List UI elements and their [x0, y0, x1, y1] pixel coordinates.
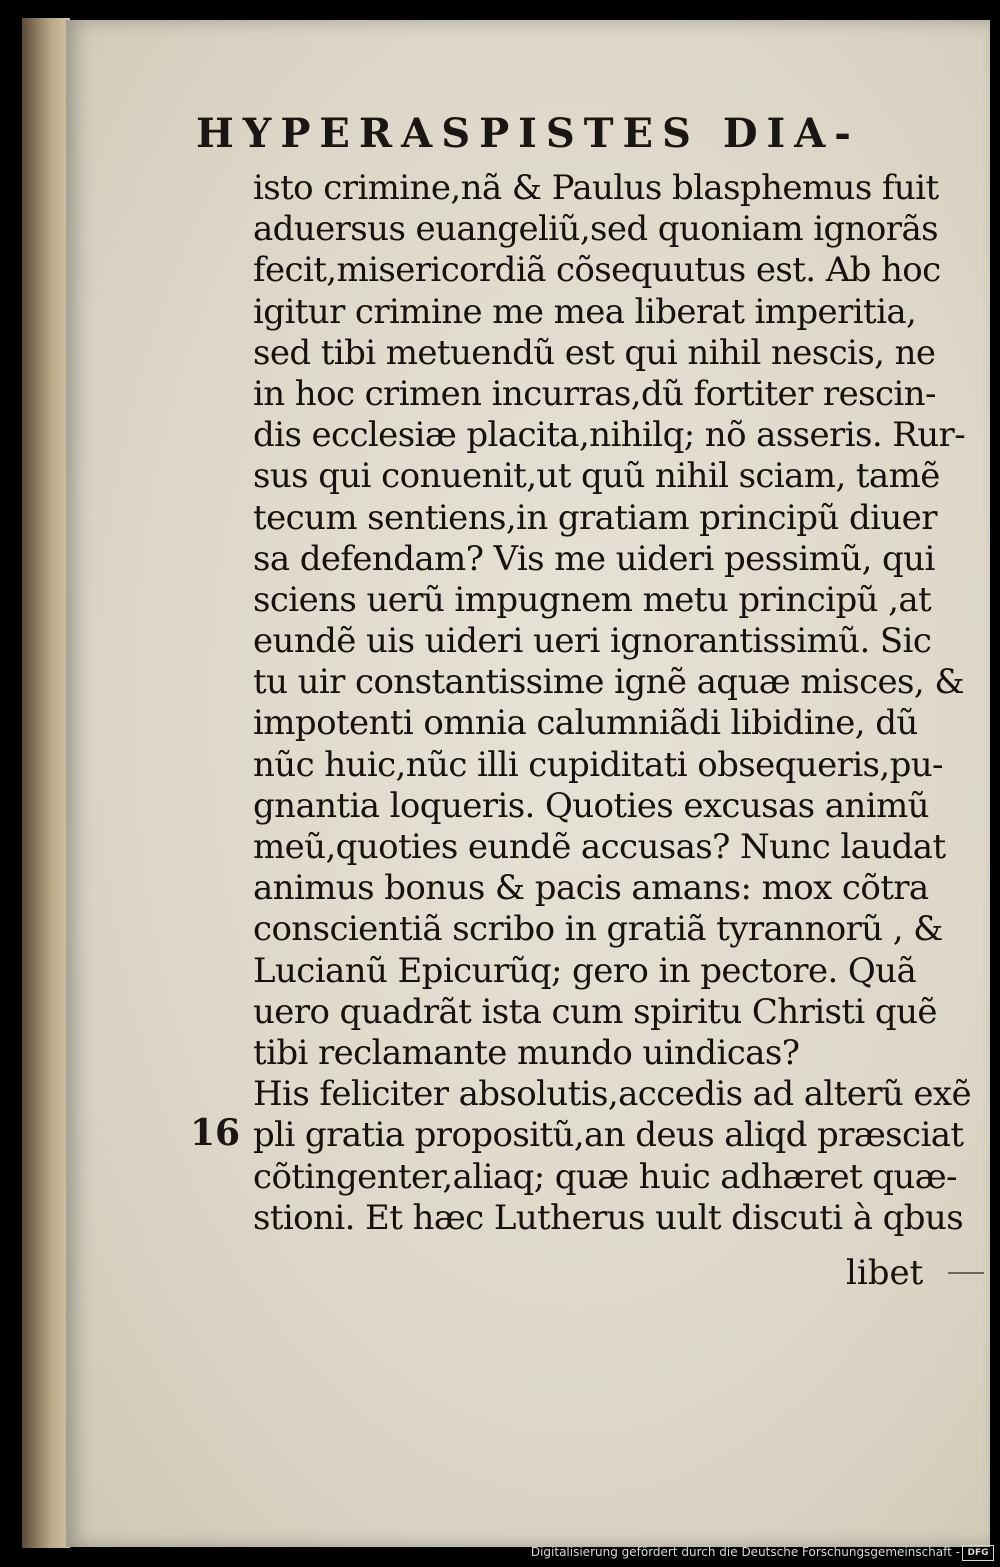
book-edge	[22, 18, 70, 1548]
margin-number: 16	[190, 1112, 241, 1154]
text-line: aduersus euangeliũ,sed quoniam ignorãs	[253, 209, 938, 250]
digitization-credit: Digitalisierung gefördert durch die Deutsche Forschungsgemeinschaft -	[530, 1545, 960, 1559]
text-line: sciens uerũ impugnem metu principũ ,at	[253, 579, 932, 620]
text-line: meũ,quoties eundẽ accusas? Nunc laudat	[253, 827, 946, 867]
text-line: impotenti omnia calumniãdi libidine, dũ	[253, 703, 918, 744]
text-line: sed tibi metuendũ est qui nihil nescis, ne	[253, 332, 936, 373]
text-line: tibi reclamante mundo uindicas?	[253, 1032, 800, 1073]
text-block	[253, 168, 972, 1239]
text-line: tu uir constantissime ignẽ aquæ misces, &	[253, 662, 964, 703]
text-line: pli gratia propositũ,an deus aliqd præsciat	[253, 1115, 964, 1156]
text-line: animus bonus & pacis amans: mox cõtra	[253, 868, 929, 909]
dfg-logo: DFG	[962, 1545, 994, 1561]
text-line: tecum sentiens,in gratiam principũ diuer	[253, 497, 937, 538]
text-line: fecit,misericordiã cõsequutus est. Ab hoc	[253, 250, 941, 291]
text-line: sus qui conuenit,ut quũ nihil sciam, tamẽ	[253, 456, 940, 497]
text-line: sa defendam? Vis me uideri pessimũ, qui	[253, 538, 935, 579]
text-line: in hoc crimen incurras,dũ fortiter rescin-	[253, 373, 936, 414]
text-line: igitur crimine me mea liberat imperitia,	[253, 291, 917, 332]
text-line: nũc huic,nũc illi cupiditati obsequeris,pu-	[253, 744, 943, 785]
catchword: libet	[846, 1253, 924, 1293]
text-line: conscientiã scribo in gratiã tyrannorũ , &	[253, 909, 943, 950]
text-line: eundẽ uis uideri ueri ignorantissimũ. Sic	[253, 621, 932, 662]
text-line: isto crimine,nã & Paulus blasphemus fuit	[253, 168, 939, 208]
running-head: HYPERASPISTES DIA-	[196, 110, 860, 157]
text-line: Lucianũ Epicurũq; gero in pectore. Quã	[253, 950, 917, 991]
text-line: uero quadrãt ista cum spiritu Christi quẽ	[253, 991, 937, 1032]
text-line: stioni. Et hæc Lutherus uult discuti à qbus	[253, 1197, 964, 1238]
text-line: cõtingenter,aliaq; quæ huic adhæret quæ-	[253, 1156, 957, 1197]
page-edge-mark	[948, 1272, 984, 1274]
text-line: gnantia loqueris. Quoties excusas animũ	[253, 785, 929, 826]
text-line: His feliciter absolutis,accedis ad alterũ exẽ	[253, 1074, 972, 1115]
text-line: dis ecclesiæ placita,nihilq; nõ asseris. Rur-	[253, 415, 966, 456]
